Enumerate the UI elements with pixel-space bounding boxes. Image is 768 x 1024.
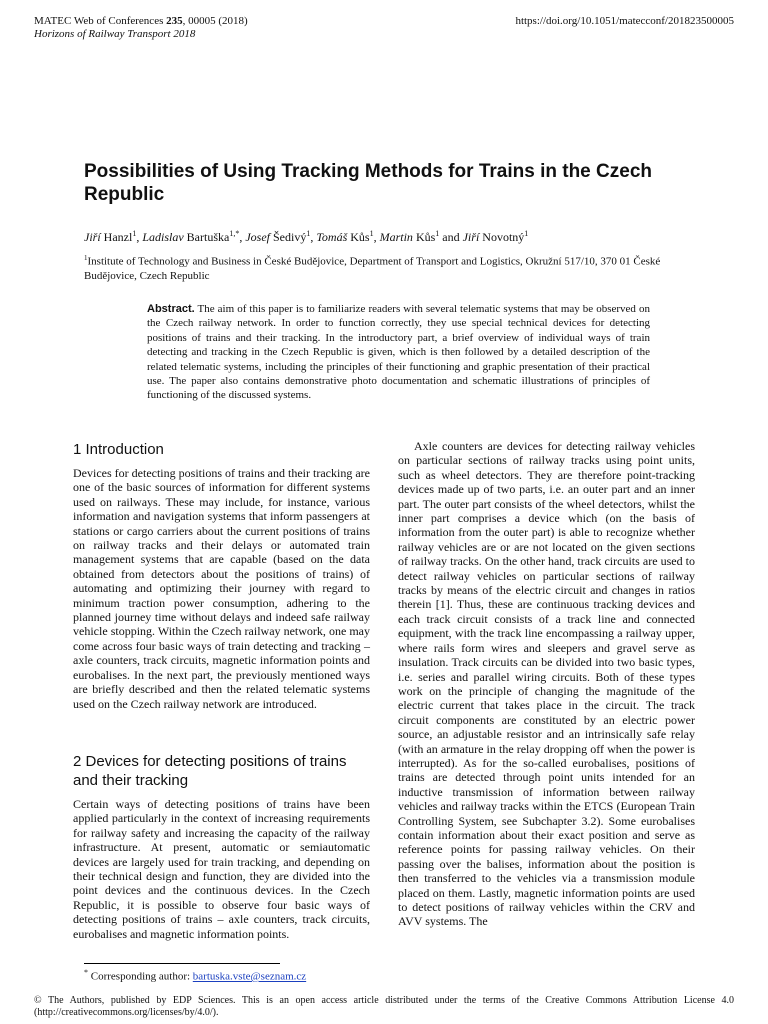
- section-heading-introduction: 1 Introduction: [73, 441, 164, 458]
- author: Josef Šedivý$^1$: [245, 229, 311, 244]
- doi-link[interactable]: https://doi.org/10.1051/matecconf/201823500005: [515, 15, 734, 27]
- affiliation-text: Institute of Technology and Business in České Budějovice, Department of Transport and Logistics, Okružní 517/10, 370 01 České Budějovice, Czech Republic: [84, 255, 661, 282]
- section-heading-devices: 2 Devices for detecting positions of trains and their tracking: [73, 753, 347, 789]
- article-number: , 00005 (2018): [182, 15, 248, 27]
- authors-conjunction: and: [442, 230, 460, 244]
- affiliation-mark: 1: [84, 254, 88, 262]
- author: Jiří Hanzl$^1$: [84, 229, 137, 244]
- author: Ladislav Bartuška$^{1,*}$: [142, 229, 240, 244]
- axle-counters-paragraph: Axle counters are devices for detecting railway vehicles on particular sections of railway tracks using point units, such as wheel detectors. They are therefore point-tracking devices made up of two parts, i.e. an outer part and an inner part. The outer part consists of the wheel detectors, whilst the inner part comprises a device which (on the basis of information from the outer part) is able to recognize whether railway vehicles are or are not located on the given sections of railway tracks. On the other hand, track circuits are used to detect railway vehicles on particular sections of railway tracks by means of the electric circuit and changes in ratios therein [1]. Thus, these are continuous tracking devices and each track circuit consists of a track line and connected equipment, with the track line encompassing a railway upper, where rails form wires and sleepers and gravel serve as insulation. Track circuits can be divided into two basic types, i.e. series and parallel wiring circuits. Both of these types work on the principle of changing the magnitude of the electric current that takes place in the circuit. The track circuit components are constituted by an electric power source, an adjustable resistor and an intrinsically safe relay (with an armature in the relay dropping off when the power is interrupted). As for the so-called eurobalises, positions of trains are detected through point units intended for an inductive transmission of information between railway vehicles and railway tracks within the ETCS (European Train Controlling System, see Subchapter 3.2). Some eurobalises contain information about their exact position and serve as reference points for passing railway vehicles. On their passing over the balises, information about the position is then transferred to the vehicles via a transmission module placed on them. Lastly, magnetic information points are used to detect positions of railway vehicles within the CRV and AVV systems. The: [398, 439, 695, 929]
- author: Martin Kůs$^1$: [379, 229, 440, 244]
- volume-number: 235: [166, 15, 183, 27]
- footnote: [84, 966, 306, 984]
- abstract-text: The aim of this paper is to familiarize readers with several telematic systems that may be observed on the Czech railway network. In order to function correctly, they use special technical devices for detecting positions of trains and their tracking. In the introductory part, a brief overview of individual ways of train detecting and tracking in the Czech Republic is given, which is then followed by a detailed description of the related telematic systems, including the principles of their functioning and graphic presentation of their practical use. The paper also contains demonstrative photo documentation and schematic illustrations of principles of functioning of the discussed systems.: [147, 303, 650, 402]
- conference-name: Horizons of Railway Transport 2018: [34, 28, 196, 40]
- journal-name: MATEC Web of Conferences: [34, 15, 167, 27]
- corresponding-email-link[interactable]: bartuska.vste@seznam.cz: [192, 970, 307, 983]
- introduction-paragraph: Devices for detecting positions of trains and their tracking are one of the basic sources of information for different systems used on railways. These may include, for instance, various information and navigation systems that inform passengers at stations or cargo carriers about the current positions of trains on railway tracks and their delays or automated train management systems that are capable (based on the data obtained from detectors about the positions of trains) of automating and optimizing their journey with regard to minimum traction power consumption, adhering to the planned journey time without delays and indeed safe railway vehicle stopping. Within the Czech railway network, one may come across four basic ways of train detecting and tracking – axle counters, track circuits, magnetic information points and eurobalises. In the next part, the previously mentioned ways are briefly described and then the related telematic systems used on the Czech railway network are introduced.: [73, 466, 370, 711]
- abstract-label: Abstract.: [147, 303, 195, 315]
- paper-title: Possibilities of Using Tracking Methods for Trains in the Czech Republic: [84, 161, 652, 205]
- running-header: [34, 15, 248, 41]
- footnote-mark: *: [84, 968, 88, 977]
- author: Tomáš Kůs$^1$: [316, 229, 374, 244]
- license-notice: © The Authors, published by EDP Sciences. This is an open access article distributed under the terms of the Creative Commons Attribution License 4.0 (http://creativecommons.org/licenses/by/4.0/).: [34, 995, 734, 1018]
- devices-paragraph: Certain ways of detecting positions of trains have been applied particularly in the context of increasing requirements for railway safety and increasing the capacity of the railway infrastructure. At present, automatic or semiautomatic devices are largely used for train tracking, and depending on their technical design and function, they are divided into the point devices and the continuous devices. In the Czech Republic, it is possible to observe four basic ways of detecting positions of trains – axle counters, track circuits, eurobalises and magnetic information points.: [73, 797, 370, 941]
- footnote-divider: [84, 963, 280, 964]
- footnote-label: Corresponding author:: [90, 970, 193, 983]
- author: Jiří Novotný$^1$: [462, 229, 529, 244]
- abstract: [147, 302, 650, 403]
- author-list: Jiří Hanzl$^1$, Ladislav Bartuška$^{1,*}$, Josef Šedivý$^1$, Tomáš Kůs$^1$, Martin Kůs$^1$ and Jiří Novotný$^1$: [84, 229, 529, 244]
- affiliation: [84, 251, 696, 283]
